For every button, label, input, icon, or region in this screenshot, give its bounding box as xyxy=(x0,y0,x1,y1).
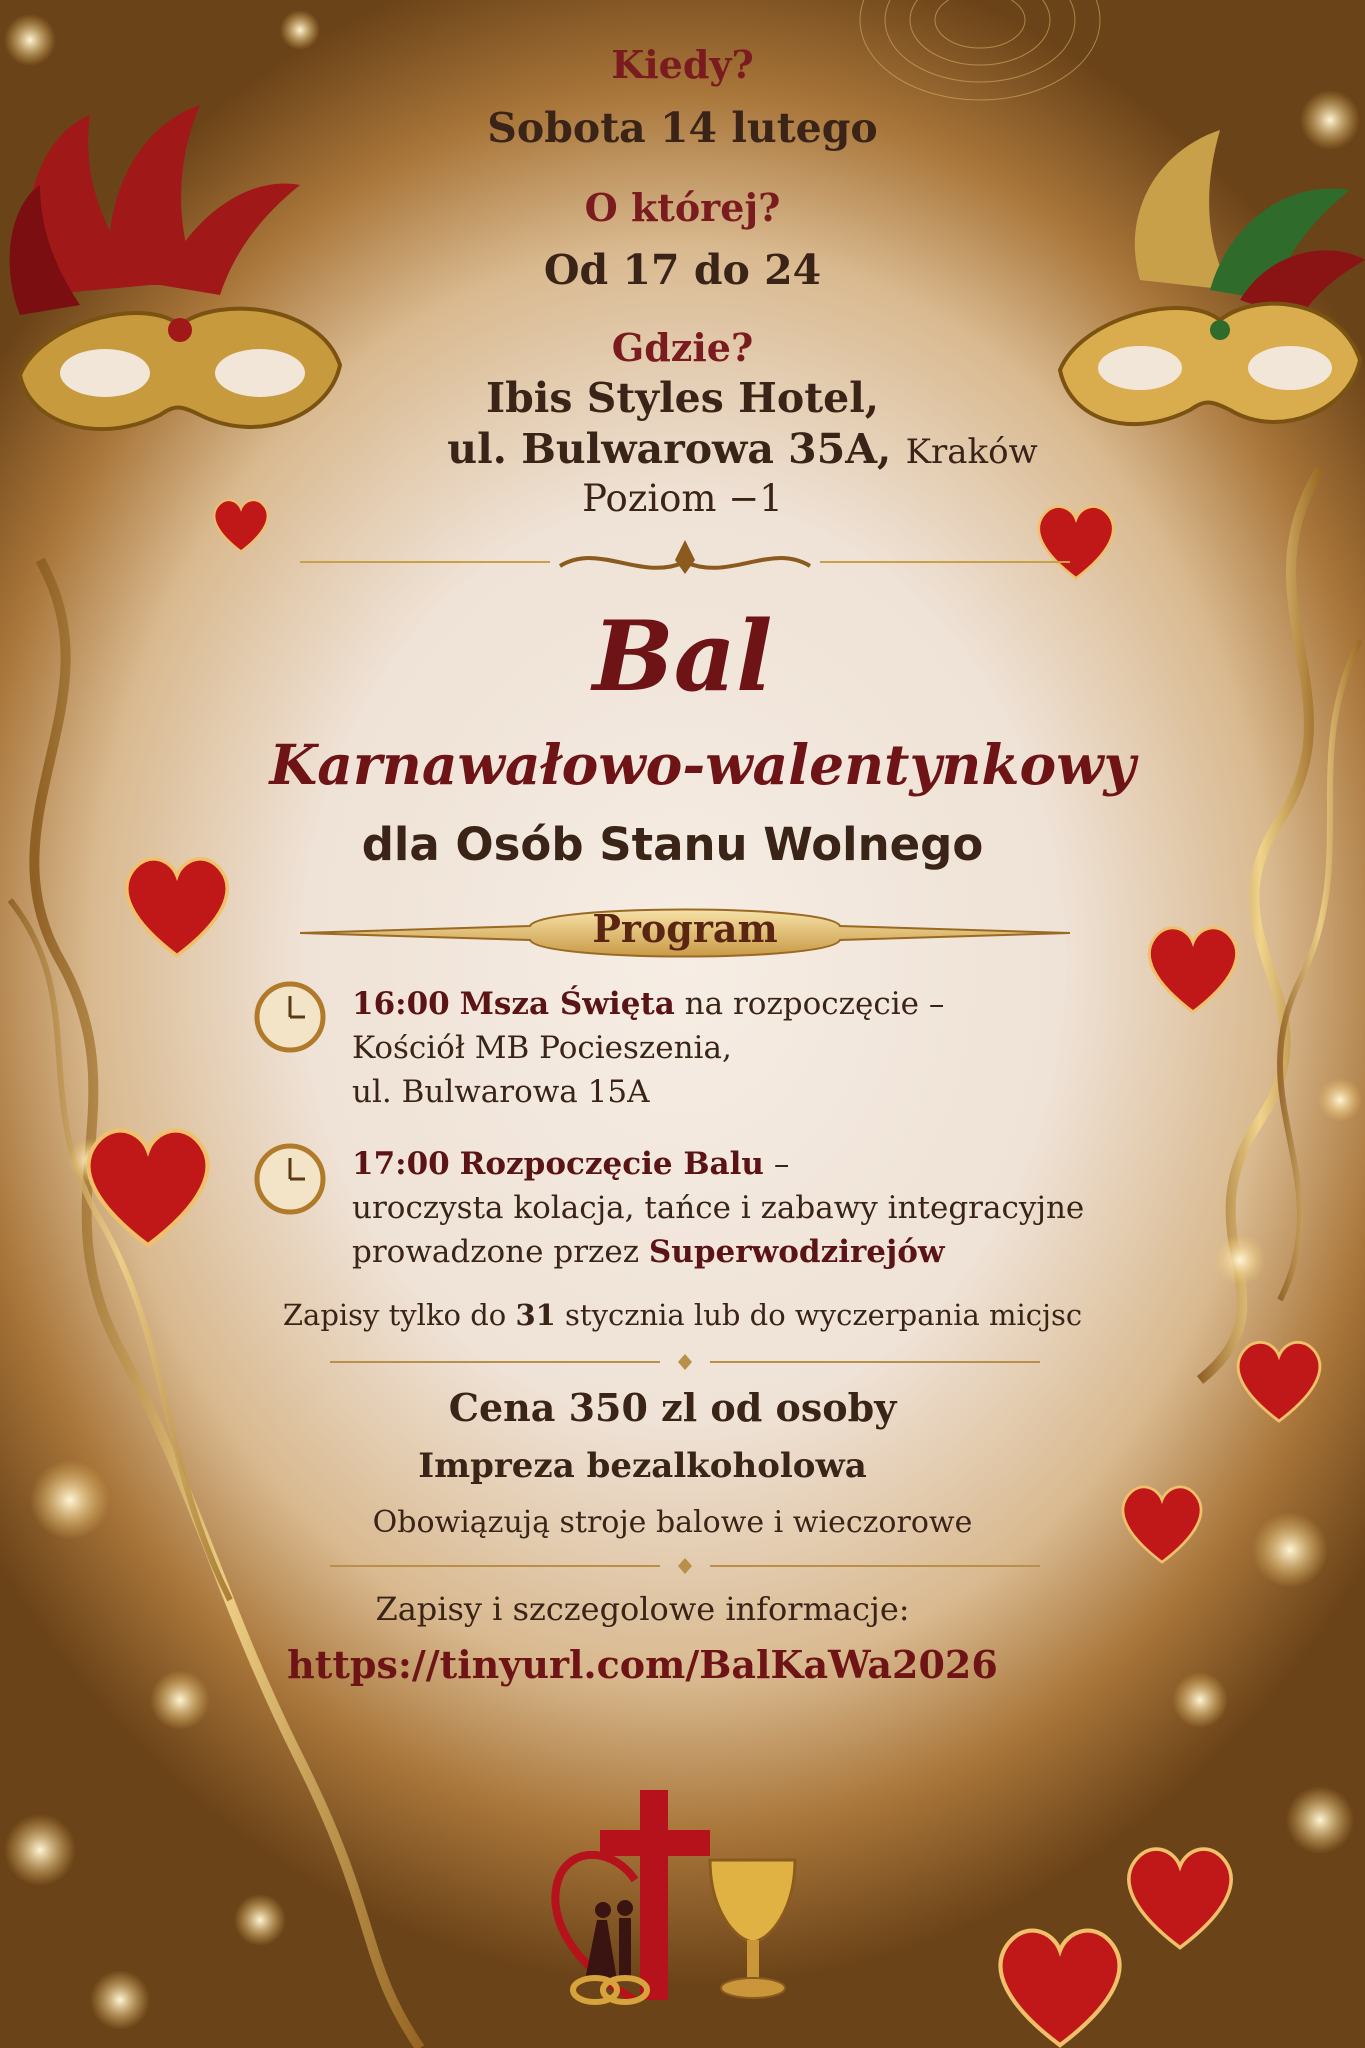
when-label: Kiedy? xyxy=(611,42,754,87)
time-value: Od 17 do 24 xyxy=(543,246,822,294)
cross-icon xyxy=(600,1790,710,2000)
program-item-2-line3-pre: prowadzone przez xyxy=(352,1234,649,1270)
dress-code: Obowiązują stroje balowe i wieczorowe xyxy=(372,1505,973,1540)
title-sub: Karnawałowo-walentynkowy xyxy=(269,732,1136,797)
program-item-2-time: 17:00 xyxy=(352,1146,450,1182)
time-label: O której? xyxy=(584,185,781,230)
ornament-divider xyxy=(300,534,1070,590)
chalice-icon xyxy=(710,1860,795,1998)
program-item-2-host: Superwodzirejów xyxy=(648,1234,945,1270)
program-label: Program xyxy=(592,906,778,951)
no-alcohol-note: Impreza bezalkoholowa xyxy=(418,1446,867,1486)
program-item-2-rest: – xyxy=(763,1146,790,1182)
price xyxy=(0,1385,1355,1430)
price-pre: Cena xyxy=(448,1385,569,1430)
program-item-2-line3 xyxy=(352,1230,1192,1274)
heart-icon xyxy=(965,1920,1155,2048)
divider xyxy=(330,1352,1040,1372)
where-street: ul. Bulwarowa 35A, xyxy=(447,425,892,473)
heart-icon xyxy=(75,1120,221,1248)
divider xyxy=(330,1556,1040,1576)
signup-post: stycznia lub do wyczerpania micjsc xyxy=(555,1298,1083,1332)
where-city: Kraków xyxy=(905,432,1038,472)
where-hotel: Ibis Styles Hotel, xyxy=(485,374,880,422)
clock-icon xyxy=(253,1142,327,1216)
when-value: Sobota 14 lutego xyxy=(487,104,878,152)
program-item-1-name: Msza Święta xyxy=(459,986,675,1022)
program-item-1-line3: ul. Bulwarowa 15A xyxy=(352,1074,650,1110)
program-item-2 xyxy=(352,1142,1192,1274)
info-url-link[interactable]: https://tinyurl.com/BalKaWa2026 xyxy=(287,1642,998,1687)
rings-icon xyxy=(573,1978,647,2002)
price-amount: 350 xyxy=(568,1385,648,1430)
program-item-2-line1 xyxy=(352,1142,1192,1186)
title-tagline: dla Osób Stanu Wolnego xyxy=(361,818,984,871)
where-level: Poziom −1 xyxy=(582,477,783,520)
price-post: zl od osoby xyxy=(647,1385,897,1430)
clock-icon xyxy=(253,980,327,1054)
logo xyxy=(545,1790,805,2010)
program-item-2-line2: uroczysta kolacja, tańce i zabawy integracyjne xyxy=(352,1190,1085,1226)
program-item-1-time: 16:00 xyxy=(352,986,450,1022)
signup-deadline xyxy=(0,1298,1365,1332)
program-item-1-line1 xyxy=(352,982,1192,1026)
program-item-1-line2: Kościół MB Pocieszenia, xyxy=(352,1030,732,1066)
signup-pre: Zapisy tylko do xyxy=(282,1298,516,1332)
title-main: Bal xyxy=(592,600,773,713)
signup-date: 31 xyxy=(515,1298,556,1332)
program-item-1-rest: na rozpoczęcie – xyxy=(674,986,945,1022)
where-address xyxy=(60,425,1365,473)
program-item-2-name: Rozpoczęcie Balu xyxy=(459,1146,764,1182)
where-label: Gdzie? xyxy=(611,325,754,370)
info-label: Zapisy i szczegolowe informacje: xyxy=(375,1590,910,1628)
program-item-1 xyxy=(352,982,1192,1114)
